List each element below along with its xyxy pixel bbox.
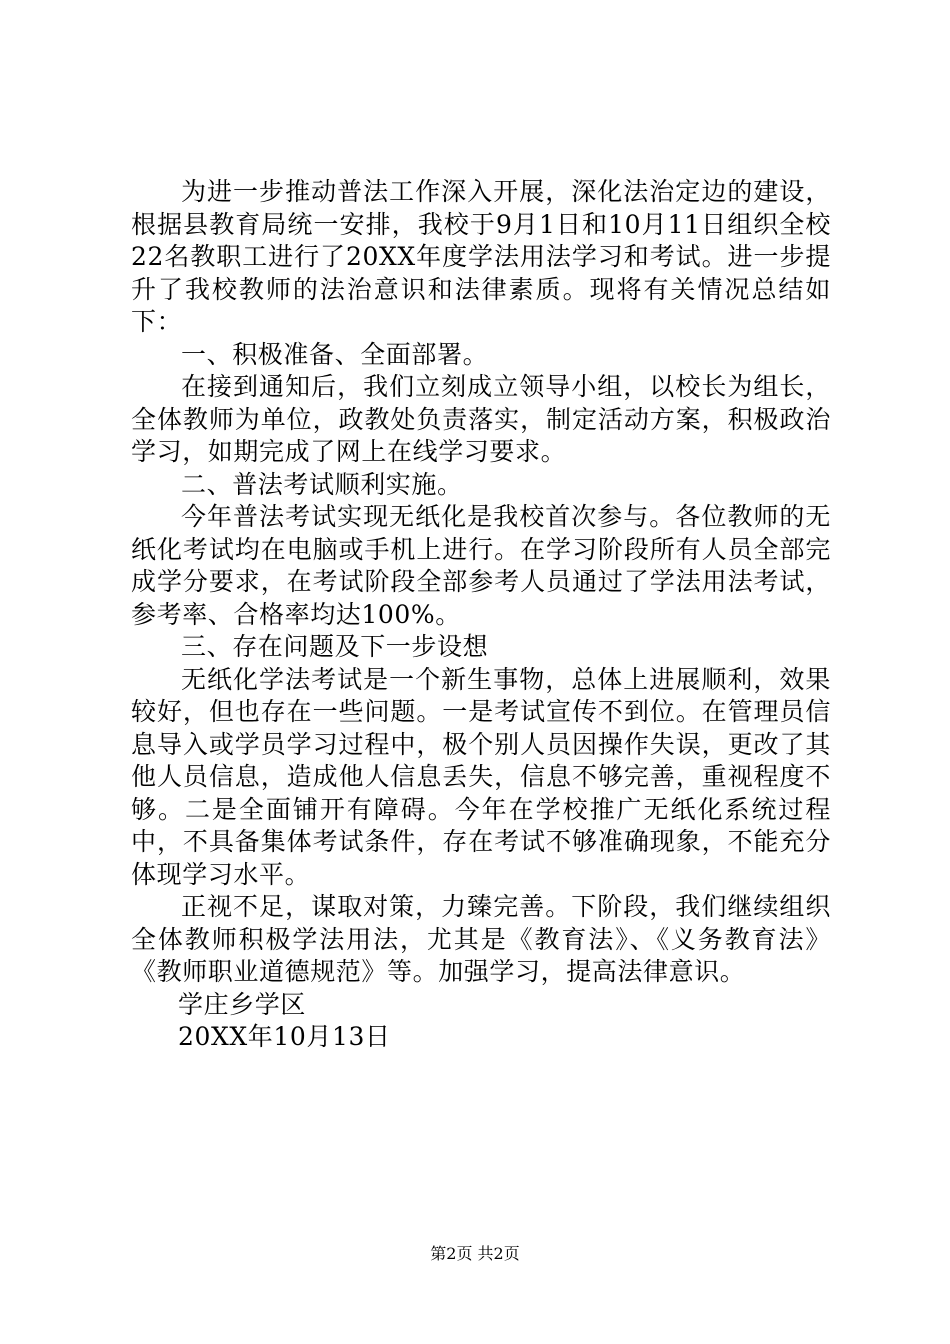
intro-paragraph: 为进一步推动普法工作深入开展，深化法治定边的建设，根据县教育局统一安排，我校于9月1日和10月11日组织全校22名教职工进行了20XX年度学法用法学习和考试。进一步提升了我校教师的法治意识和法律素质。现将有关情况总结如下：	[131, 177, 831, 336]
signature-date: 20XX年10月13日	[178, 1022, 391, 1051]
section-heading-2: 二、普法考试顺利实施。	[181, 469, 463, 499]
closing-paragraph: 正视不足，谋取对策，力臻完善。下阶段，我们继续组织全体教师积极学法用法，尤其是《教育法》、《义务教育法》《教师职业道德规范》等。加强学习，提高法律意识。	[131, 892, 831, 986]
section-2-paragraph: 今年普法考试实现无纸化是我校首次参与。各位教师的无纸化考试均在电脑或手机上进行。在学习阶段所有人员全部完成学分要求，在考试阶段全部参考人员通过了学法用法考试，参考率、合格率均达100%。	[131, 502, 831, 629]
signature-org: 学庄乡学区	[178, 989, 307, 1019]
section-3-paragraph: 无纸化学法考试是一个新生事物，总体上进展顺利，效果较好，但也存在一些问题。一是考试宣传不到位。在管理员信息导入或学员学习过程中，极个别人员因操作失误，更改了其他人员信息，造成他人信息丢失，信息不够完善，重视程度不够。二是全面铺开有障碍。今年在学校推广无纸化系统过程中，不具备集体考试条件，存在考试不够准确现象，不能充分体现学习水平。	[131, 664, 831, 889]
section-1-paragraph: 在接到通知后，我们立刻成立领导小组，以校长为组长，全体教师为单位，政教处负责落实，制定活动方案，积极政治学习，如期完成了网上在线学习要求。	[131, 372, 831, 466]
document-body	[131, 176, 831, 1054]
section-heading-3: 三、存在问题及下一步设想	[181, 632, 489, 661]
section-heading-1: 一、积极准备、全面部署。	[181, 339, 489, 369]
page-footer: 第2页 共2页	[430, 1244, 520, 1263]
